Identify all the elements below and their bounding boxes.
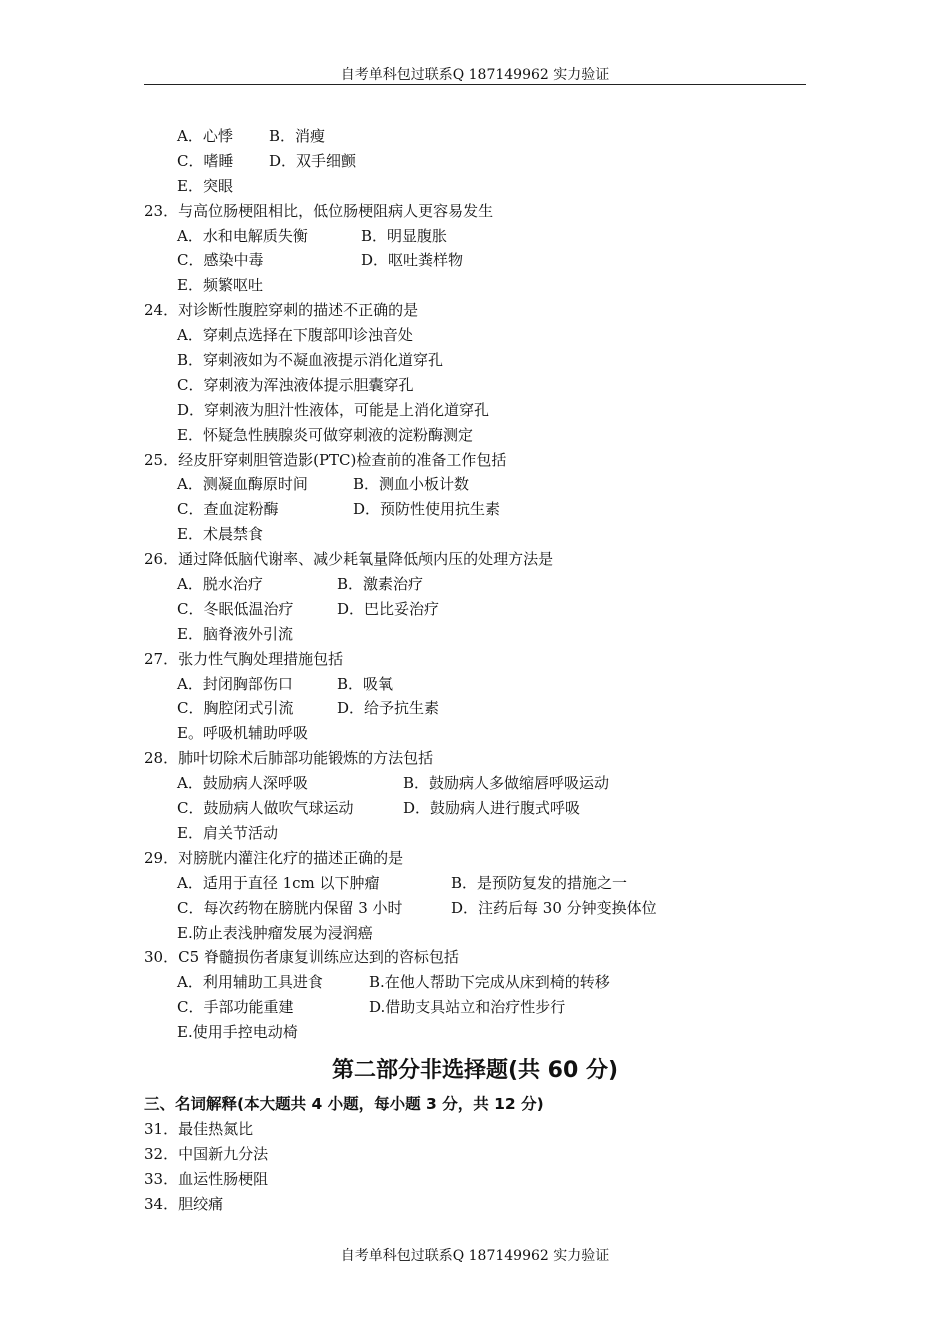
question-list bbox=[0, 199, 950, 1045]
option-row bbox=[0, 224, 950, 249]
option-text: A．水和电解质失衡 bbox=[177, 226, 308, 245]
option-text: E．脑脊液外引流 bbox=[177, 624, 293, 643]
option-text: B．明显腹胀 bbox=[361, 226, 448, 245]
option-text: A．脱水治疗 bbox=[177, 575, 263, 594]
option-row bbox=[0, 771, 950, 796]
option-row bbox=[0, 921, 950, 946]
page-footer: 自考单科包过联系Q 187149962 实力验证 bbox=[340, 1248, 610, 1264]
option-text: A．利用辅助工具进食 bbox=[177, 973, 323, 992]
question-stem: 28．肺叶切除术后肺部功能锻炼的方法包括 bbox=[144, 749, 434, 768]
option-row bbox=[0, 497, 950, 522]
option-text: C．每次药物在膀胱内保留 3 小时 bbox=[177, 898, 403, 917]
option-text: C．手部功能重建 bbox=[177, 998, 294, 1017]
lead-options bbox=[0, 124, 950, 199]
question-stem: 25．经皮肝穿刺胆管造影(PTC)检查前的准备工作包括 bbox=[144, 450, 507, 469]
question-stem: 26．通过降低脑代谢率、减少耗氧量降低颅内压的处理方法是 bbox=[144, 550, 554, 569]
option-text: D．给予抗生素 bbox=[337, 699, 440, 718]
option-text: B．穿刺液如为不凝血液提示消化道穿孔 bbox=[177, 351, 444, 370]
section-three-title: 三、名词解释(本大题共 4 小题，每小题 3 分，共 12 分) bbox=[144, 1094, 544, 1113]
option-text: D.借助支具站立和治疗性步行 bbox=[369, 998, 566, 1017]
option-row bbox=[0, 995, 950, 1020]
option-text: E.使用手控电动椅 bbox=[177, 1023, 298, 1042]
option-text: D．双手细颤 bbox=[269, 151, 357, 170]
option-row bbox=[0, 696, 950, 721]
term-item: 33．血运性肠梗阻 bbox=[144, 1169, 269, 1188]
option-row bbox=[0, 721, 950, 746]
option-row bbox=[0, 522, 950, 547]
part-two-title: 第二部分非选择题(共 60 分) bbox=[331, 1057, 619, 1083]
option-text: D．注药后每 30 分钟变换体位 bbox=[451, 898, 657, 917]
page-header: 自考单科包过联系Q 187149962 实力验证 bbox=[340, 67, 610, 83]
option-row bbox=[0, 174, 950, 199]
option-text: A．适用于直径 1cm 以下肿瘤 bbox=[177, 873, 380, 892]
option-row bbox=[0, 821, 950, 846]
option-text: D．呕吐粪样物 bbox=[361, 251, 464, 270]
option-text: D．穿刺液为胆汁性液体，可能是上消化道穿孔 bbox=[177, 400, 490, 419]
option-row bbox=[0, 622, 950, 647]
option-row bbox=[0, 896, 950, 921]
option-text: B．测血小板计数 bbox=[353, 475, 470, 494]
option-text: A．心悸 bbox=[177, 127, 233, 145]
option-row bbox=[0, 572, 950, 597]
option-text: B．吸氧 bbox=[337, 674, 394, 693]
option-row bbox=[0, 149, 950, 174]
option-text: E．怀疑急性胰腺炎可做穿刺液的淀粉酶测定 bbox=[177, 425, 473, 444]
option-text: B．是预防复发的措施之一 bbox=[451, 873, 628, 892]
option-row bbox=[0, 323, 950, 348]
option-row bbox=[0, 124, 950, 149]
option-row bbox=[0, 672, 950, 697]
option-row bbox=[0, 871, 950, 896]
question-stem: 23．与高位肠梗阻相比，低位肠梗阻病人更容易发生 bbox=[144, 201, 494, 220]
option-text: C．查血淀粉酶 bbox=[177, 500, 279, 519]
option-row bbox=[0, 373, 950, 398]
option-text: C．鼓励病人做吹气球运动 bbox=[177, 799, 354, 818]
option-text: B.在他人帮助下完成从床到椅的转移 bbox=[369, 973, 610, 992]
option-text: D．预防性使用抗生素 bbox=[353, 500, 501, 519]
option-text: C．穿刺液为浑浊液体提示胆囊穿孔 bbox=[177, 375, 414, 394]
option-text: A．鼓励病人深呼吸 bbox=[177, 774, 308, 793]
option-text: E．突眼 bbox=[177, 176, 233, 195]
question-stem: 27．张力性气胸处理措施包括 bbox=[144, 649, 344, 668]
option-text: E.防止表浅肿瘤发展为浸润癌 bbox=[177, 923, 373, 942]
option-text: E．频繁呕吐 bbox=[177, 276, 263, 295]
term-item: 32．中国新九分法 bbox=[144, 1144, 269, 1163]
option-text: E．术晨禁食 bbox=[177, 525, 263, 544]
question-stem: 29．对膀胱内灌注化疗的描述正确的是 bbox=[144, 848, 404, 867]
option-text: E。呼吸机辅助呼吸 bbox=[177, 724, 308, 743]
option-text: D．鼓励病人进行腹式呼吸 bbox=[403, 799, 581, 818]
option-text: A．封闭胸部伤口 bbox=[177, 674, 293, 693]
option-row bbox=[0, 398, 950, 423]
option-row bbox=[0, 970, 950, 995]
option-row bbox=[0, 796, 950, 821]
option-text: C．感染中毒 bbox=[177, 251, 264, 270]
option-row bbox=[0, 348, 950, 373]
term-list bbox=[0, 1117, 950, 1217]
option-text: B．鼓励病人多做缩唇呼吸运动 bbox=[403, 774, 610, 793]
option-text: B．激素治疗 bbox=[337, 575, 424, 594]
option-text: A．测凝血酶原时间 bbox=[177, 475, 308, 494]
question-stem: 30．C5 脊髓损伤者康复训练应达到的咨标包括 bbox=[144, 948, 459, 967]
option-text: E．肩关节活动 bbox=[177, 823, 278, 842]
header-rule bbox=[144, 84, 806, 85]
option-row bbox=[0, 597, 950, 622]
option-row bbox=[0, 1020, 950, 1045]
option-text: C．嗜睡 bbox=[177, 151, 234, 170]
option-row bbox=[0, 472, 950, 497]
term-item: 31．最佳热氮比 bbox=[144, 1119, 254, 1138]
option-row bbox=[0, 273, 950, 298]
option-text: B．消瘦 bbox=[269, 127, 326, 145]
term-item: 34．胆绞痛 bbox=[144, 1194, 224, 1213]
option-text: D．巴比妥治疗 bbox=[337, 599, 440, 618]
option-text: A．穿刺点选择在下腹部叩诊浊音处 bbox=[177, 326, 413, 345]
option-text: C．胸腔闭式引流 bbox=[177, 699, 294, 718]
document-body bbox=[0, 124, 950, 1217]
option-row bbox=[0, 423, 950, 448]
question-stem: 24．对诊断性腹腔穿刺的描述不正确的是 bbox=[144, 301, 419, 320]
option-text: C．冬眠低温治疗 bbox=[177, 599, 294, 618]
option-row bbox=[0, 248, 950, 273]
